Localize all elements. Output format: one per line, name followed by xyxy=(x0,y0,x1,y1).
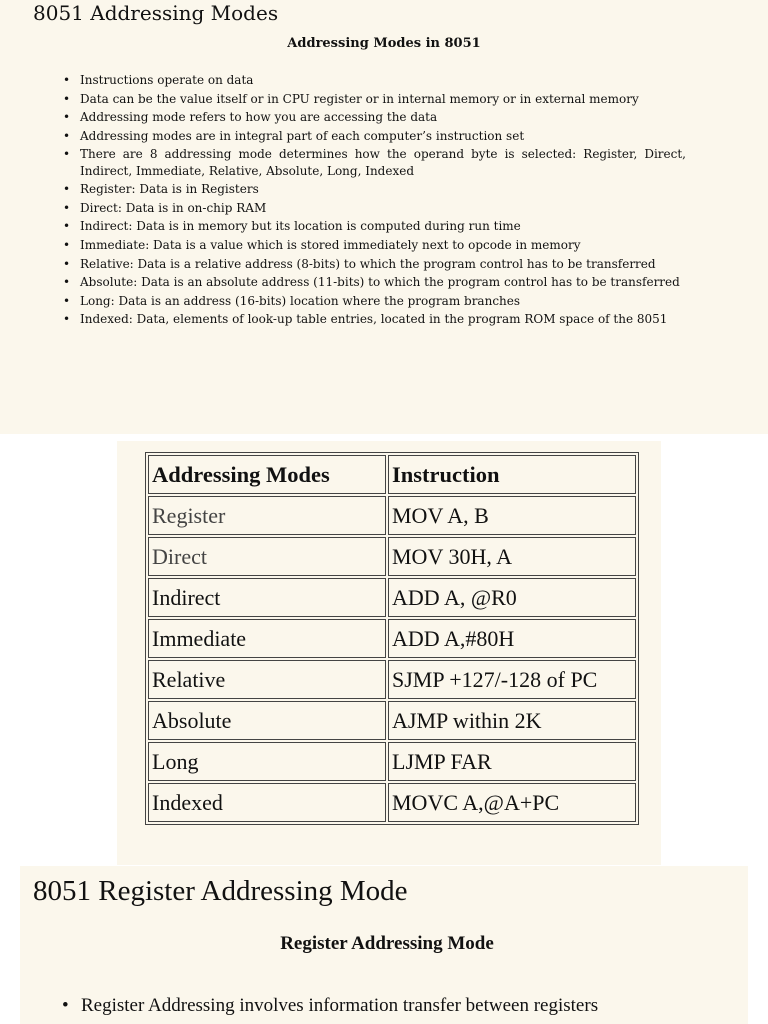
instruction-cell: ADD A,#80H xyxy=(388,619,636,658)
register-addressing-section xyxy=(20,866,748,1024)
instruction-cell: AJMP within 2K xyxy=(388,701,636,740)
list-item: • Immediate: Data is a value which is stored immediately next to opcode in memory xyxy=(62,237,686,253)
bullet-list xyxy=(62,994,598,1018)
section-subtitle: Register Addressing Mode xyxy=(280,933,494,954)
instruction-cell: SJMP +127/-128 of PC xyxy=(388,660,636,699)
list-item: • Absolute: Data is an absolute address (11-bits) to which the program control has to be transferred xyxy=(62,274,686,290)
instruction-cell: MOVC A,@A+PC xyxy=(388,783,636,822)
table-row xyxy=(148,701,636,740)
list-item: • Direct: Data is in on-chip RAM xyxy=(62,200,686,216)
list-item: • There are 8 addressing mode determines how the operand byte is selected: Register, Direct, Indirect, Immediate, Relative, Absolute, Long, Indexed xyxy=(62,146,686,178)
mode-cell: Indexed xyxy=(148,783,386,822)
section-title: 8051 Register Addressing Mode xyxy=(33,875,408,907)
list-item: • Register: Data is in Registers xyxy=(62,181,686,197)
mode-cell: Indirect xyxy=(148,578,386,617)
addressing-modes-table xyxy=(145,452,639,825)
list-item: • Register Addressing involves information transfer between registers xyxy=(62,994,598,1018)
table-row xyxy=(148,742,636,781)
table-header-row xyxy=(148,455,636,494)
addressing-modes-section xyxy=(0,0,768,434)
list-item: • Instructions operate on data xyxy=(62,72,686,88)
list-item: • Indirect: Data is in memory but its location is computed during run time xyxy=(62,218,686,234)
instruction-cell: LJMP FAR xyxy=(388,742,636,781)
column-header-addressing-modes: Addressing Modes xyxy=(148,455,386,494)
list-item: • Addressing mode refers to how you are accessing the data xyxy=(62,109,686,125)
page-title: 8051 Addressing Modes xyxy=(33,1,279,25)
mode-cell: Immediate xyxy=(148,619,386,658)
list-item: • Relative: Data is a relative address (8-bits) to which the program control has to be transferred xyxy=(62,256,686,272)
table-row xyxy=(148,660,636,699)
table-row xyxy=(148,578,636,617)
section-subtitle: Addressing Modes in 8051 xyxy=(287,36,481,51)
mode-cell: Direct xyxy=(148,537,386,576)
mode-cell: Register xyxy=(148,496,386,535)
mode-cell: Relative xyxy=(148,660,386,699)
list-item: • Long: Data is an address (16-bits) location where the program branches xyxy=(62,293,686,309)
addressing-modes-table-panel xyxy=(117,441,661,865)
list-item: • Indexed: Data, elements of look-up table entries, located in the program ROM space of the 8051 xyxy=(62,311,686,327)
table-row xyxy=(148,783,636,822)
table-row xyxy=(148,537,636,576)
instruction-cell: MOV A, B xyxy=(388,496,636,535)
bullet-list xyxy=(62,72,686,330)
mode-cell: Absolute xyxy=(148,701,386,740)
instruction-cell: ADD A, @R0 xyxy=(388,578,636,617)
instruction-cell: MOV 30H, A xyxy=(388,537,636,576)
table-row xyxy=(148,619,636,658)
table-row xyxy=(148,496,636,535)
column-header-instruction: Instruction xyxy=(388,455,636,494)
list-item: • Addressing modes are in integral part of each computer’s instruction set xyxy=(62,128,686,144)
mode-cell: Long xyxy=(148,742,386,781)
list-item: • Data can be the value itself or in CPU register or in internal memory or in external memory xyxy=(62,91,686,107)
